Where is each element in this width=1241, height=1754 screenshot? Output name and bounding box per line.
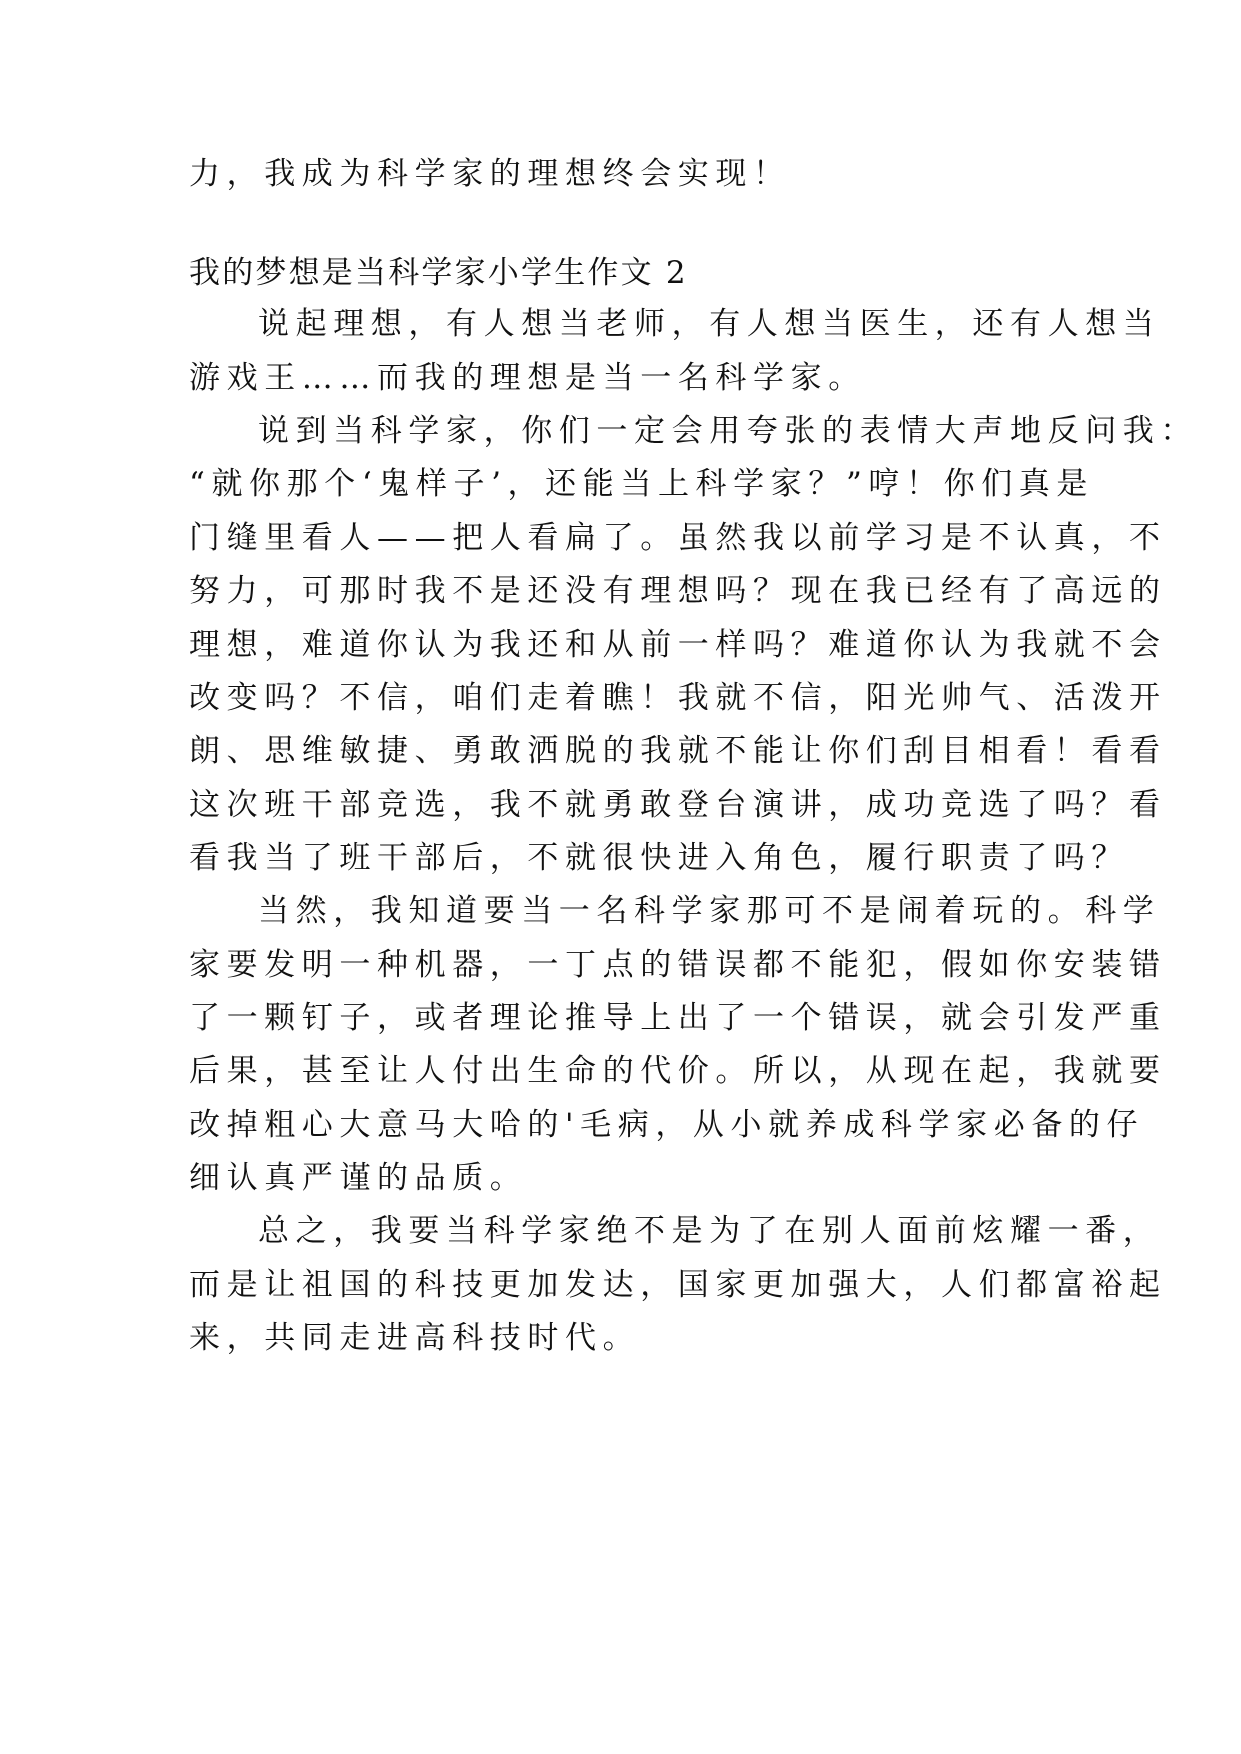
text-line: 后果，甚至让人付出生命的代价。所以，从现在起，我就要 [189,1053,1167,1089]
text-line: 朗、思维敏捷、勇敢洒脱的我就不能让你们刮目相看！看看 [189,733,1167,769]
text-line: 这次班干部竞选，我不就勇敢登台演讲，成功竞选了吗？看 [189,787,1167,823]
text-line: 说起理想，有人想当老师，有人想当医生，还有人想当 [258,306,1161,342]
text-line: 说到当科学家，你们一定会用夸张的表情大声地反问我： [258,413,1198,449]
text-line: 而是让祖国的科技更加发达，国家更加强大，人们都富裕起 [189,1267,1167,1303]
text-line: “就你那个‘鬼样子’，还能当上科学家？”哼！你们真是 [189,466,1095,502]
lead-line: 力，我成为科学家的理想终会实现！ [189,156,791,192]
text-line: 总之，我要当科学家绝不是为了在别人面前炫耀一番， [258,1213,1161,1249]
document-title: 我的梦想是当科学家小学生作文 2 [189,255,688,291]
text-line: 努力，可那时我不是还没有理想吗？现在我已经有了高远的 [189,573,1167,609]
text-line: 看我当了班干部后，不就很快进入角色，履行职责了吗？ [189,840,1129,876]
text-line: 当然，我知道要当一名科学家那可不是闹着玩的。科学 [258,893,1161,929]
text-line: 家要发明一种机器，一丁点的错误都不能犯，假如你安装错 [189,947,1167,983]
text-line: 改变吗？不信，咱们走着瞧！我就不信，阳光帅气、活泼开 [189,680,1167,716]
text-line: 游戏王……而我的理想是当一名科学家。 [189,360,866,396]
text-line: 细认真严谨的品质。 [189,1160,528,1196]
text-line: 理想，难道你认为我还和从前一样吗？难道你认为我就不会 [189,627,1167,663]
text-line: 了一颗钉子，或者理论推导上出了一个错误，就会引发严重 [189,1000,1167,1036]
text-line: 门缝里看人——把人看扁了。虽然我以前学习是不认真，不 [189,520,1167,556]
text-line: 来，共同走进高科技时代。 [189,1320,641,1356]
text-line: 改掉粗心大意马大哈的'毛病，从小就养成科学家必备的仔 [189,1107,1145,1143]
